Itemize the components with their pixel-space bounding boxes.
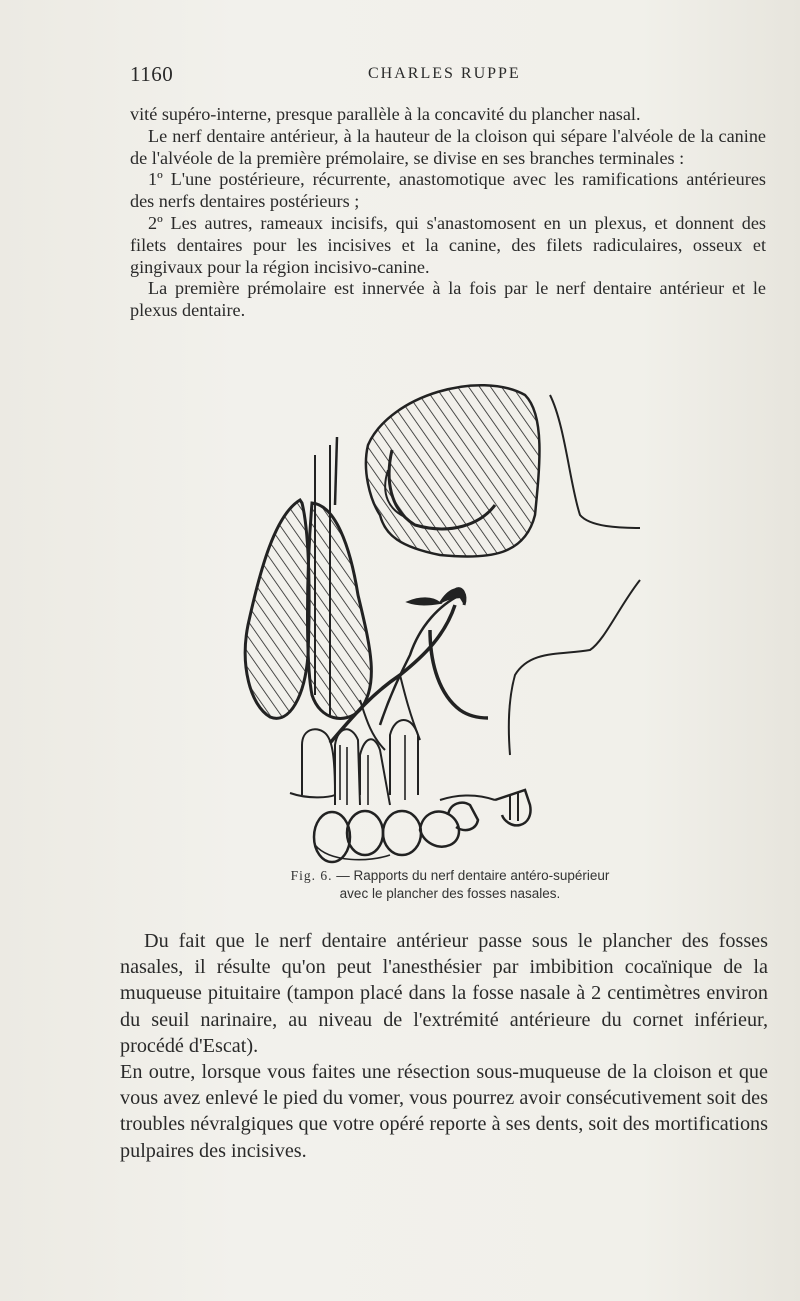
running-head: CHARLES RUPPE	[368, 65, 521, 82]
page-header	[130, 62, 770, 92]
paragraph: Le nerf dentaire antérieur, à la hauteur de la cloison qui sépare l'alvéole de la canine de l'alvéole de la première prémolaire, se divise en ses branches terminales :	[130, 125, 766, 168]
paragraph: 2º Les autres, rameaux incisifs, qui s'anastomosent en un plexus, et donnent des filets dentaires pour les incisives et la canine, des filets radiculaires, osseux et gingivaux pour la région incisivo-canine.	[130, 212, 766, 277]
nerve-diagram	[240, 375, 660, 865]
paragraph: En outre, lorsque vous faites une résection sous-muqueuse de la cloison et que vous avez enlevé le pied du vomer, vous pourrez avoir consécutivement soit des troubles névralgiques que votre opéré reporte à ses dents, soit des mortifications pulpaires des incisives.	[120, 1061, 768, 1162]
nasal-wall-line	[509, 580, 640, 755]
teeth-row	[290, 720, 531, 862]
caption-text: avec le plancher des fosses nasales.	[339, 886, 561, 901]
paragraph: La première prémolaire est innervée à la fois par le nerf dentaire antérieur et le plexus dentaire.	[130, 278, 766, 321]
figure-label: Fig. 6.	[290, 868, 333, 883]
top-text-block	[130, 104, 766, 322]
paragraph: 1º L'une postérieure, récurrente, anastomotique avec les ramifications antérieures des nerfs dentaires postérieurs ;	[130, 169, 766, 212]
caption-text: — Rapports du nerf dentaire antéro-supérieur	[336, 868, 610, 883]
paragraph: vité supéro-interne, presque parallèle à la concavité du plancher nasal.	[130, 104, 641, 124]
paragraph: Du fait que le nerf dentaire antérieur passe sous le plancher des fosses nasales, il résulte qu'on peut l'anesthésier par imbibition cocaïnique de la muqueuse pituitaire (tampon placé dans la fosse nasale à 2 centimètres environ du seuil narinaire, au niveau de l'extrémité antérieure du cornet inférieur, procédé d'Escat).	[120, 930, 768, 1057]
nasal-wall-line	[550, 395, 640, 528]
figure-caption	[230, 867, 670, 903]
anatomical-figure	[240, 375, 660, 865]
bottom-text-block	[120, 928, 768, 1164]
page-number: 1160	[130, 62, 174, 86]
incisive-canal-shapes	[245, 500, 371, 718]
nasal-cavity-shape	[366, 385, 540, 556]
